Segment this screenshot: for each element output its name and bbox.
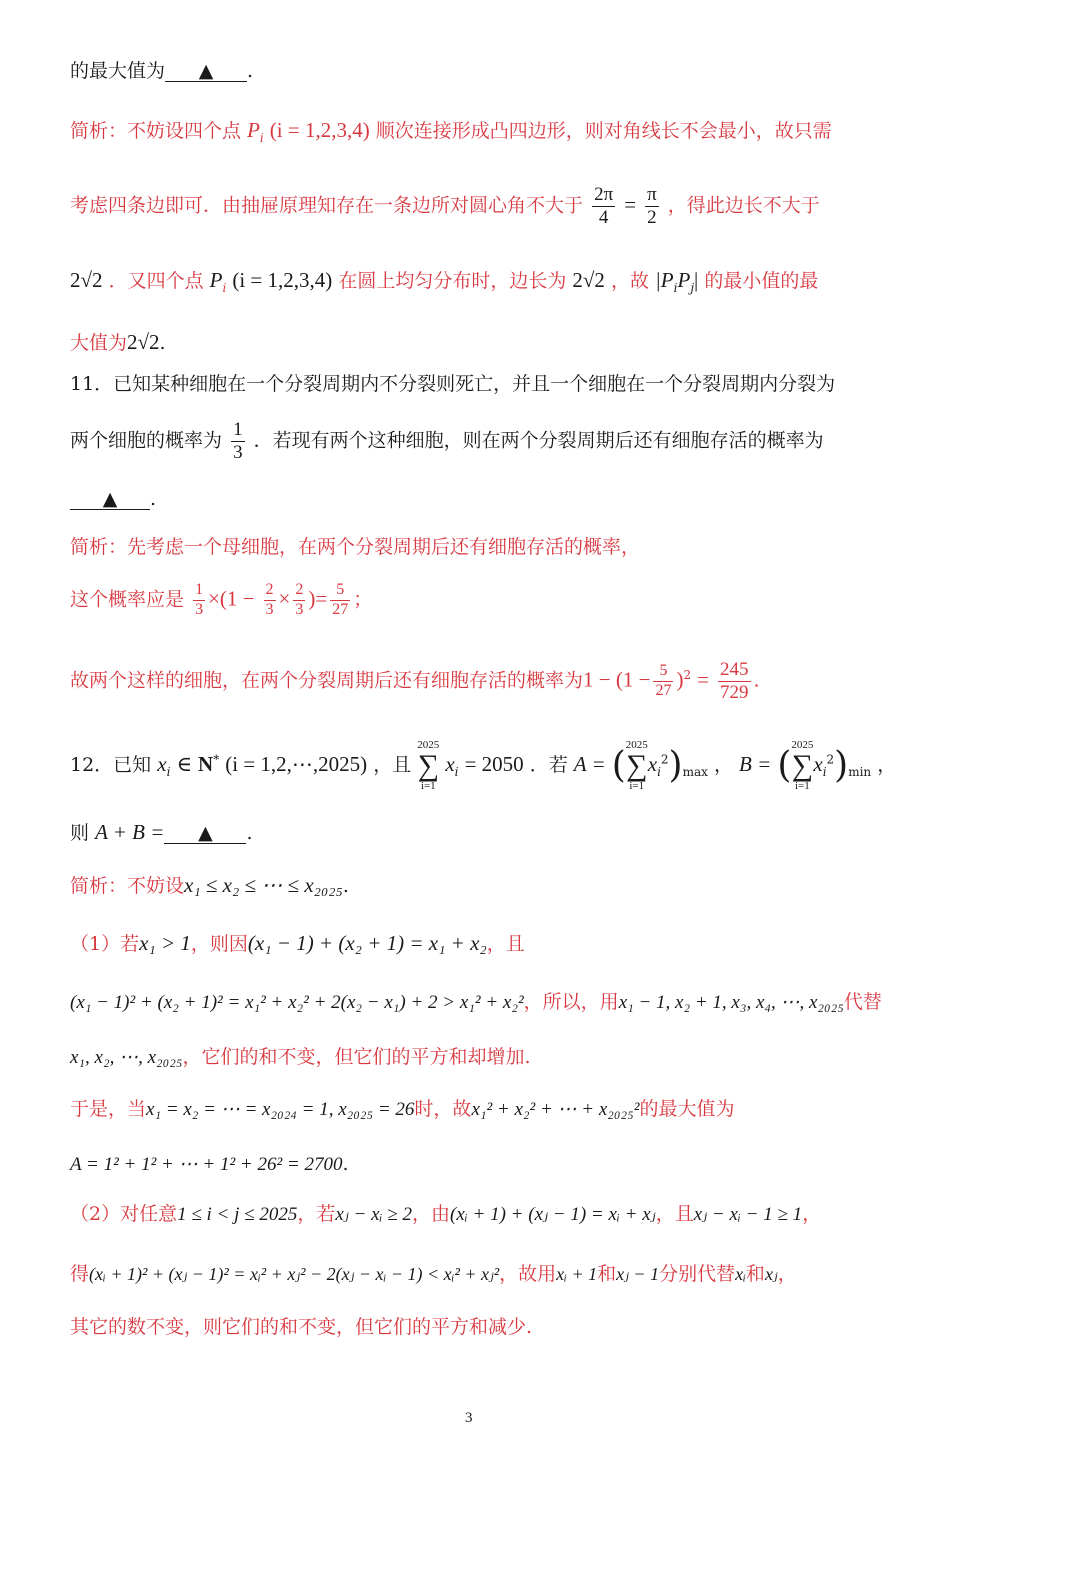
q10-solution-line-2: 考虑四条边即可．由抽屉原理知存在一条边所对圆心角不大于 $\frac{2\pi}{4}$ = $\frac{\pi}{2}$ ，得此边长不大于 — [70, 184, 820, 228]
answer-blank: ▲ — [70, 490, 150, 510]
page-number: 3 — [465, 1410, 473, 1426]
line-max-value: 的最大值为 ▲ . — [70, 60, 254, 82]
q12-solution-line-5: 于是，当x₁ = x₂ = ⋯ = x₂₀₂₄ = 1, x₂₀₂₅ = 26时，故x₁² + x₂² + ⋯ + x₂₀₂₅²的最大值为 — [70, 1098, 735, 1120]
sum-symbol: 2025 ∑ i=1 — [791, 739, 814, 792]
q12-solution-line-4: x₁, x₂, ⋯, x₂₀₂₅，它们的和不变，但它们的平方和却增加. — [70, 1046, 531, 1068]
q10-solution-line-3: 2√2 ．又四个点 $P_i$ (i = 1,2,3,4) 在圆上均匀分布时，边长为 2√2 ，故 $|P_iP_j|$ 的最小值的最 — [70, 268, 819, 295]
q11-answer-line: ▲ . — [70, 490, 156, 510]
q11-question-line-1: 11．已知某种细胞在一个分裂周期内不分裂则死亡，并且一个细胞在一个分裂周期内分裂为 — [70, 373, 836, 395]
fraction: $\frac{\pi}{2}$ — [647, 184, 657, 228]
answer-blank: ▲ — [164, 824, 246, 844]
fraction: $\frac{2\pi}{4}$ — [594, 184, 614, 228]
q12-solution-line-6: A = 1² + 1² + ⋯ + 1² + 26² = 2700. — [70, 1153, 349, 1175]
fraction: $\frac{5}{27}$ — [332, 581, 349, 618]
fraction: $\frac{245}{729}$ — [720, 659, 749, 703]
q12-solution-line-3: (x₁ − 1)² + (x₂ + 1)² = x₁² + x₂² + 2(x₂ − x₁) + 2 > x₁² + x₂²，所以，用x₁ − 1, x₂ + 1, x₃, x₄, ⋯, x₂₀₂₅代替 — [70, 991, 882, 1013]
sum-symbol: 2025 ∑ i=1 — [625, 739, 648, 792]
fraction: $\frac{2}{3}$ — [265, 581, 274, 618]
q12-solution-line-1: 简析：不妨设x₁ ≤ x₂ ≤ ⋯ ≤ x₂₀₂₅. — [70, 873, 349, 897]
q10-solution-line-4: 大值为2√2. — [70, 330, 166, 354]
q11-question-line-2: 两个细胞的概率为 $\frac{1}{3}$ ．若现有两个这种细胞，则在两个分裂周期后还有细胞存活的概率为 — [70, 419, 824, 463]
q11-solution-line-2: 这个概率应是 $\frac{1}{3}$ ×(1 − $\frac{2}{3}$ × $\frac{2}{3}$ )= $\frac{5}{27}$ ； — [70, 581, 373, 618]
q12-solution-line-2: （1）若x₁ > 1，则因(x₁ − 1) + (x₂ + 1) = x₁ + x₂，且 — [70, 931, 525, 955]
q12-question-line-2: 则 A + B = ▲ . — [70, 820, 253, 844]
q11-solution-line-1: 简析：先考虑一个母细胞，在两个分裂周期后还有细胞存活的概率， — [70, 536, 641, 558]
fraction: $\frac{2}{3}$ — [295, 581, 304, 618]
answer-blank: ▲ — [165, 62, 247, 82]
q12-solution-line-7: （2）对任意1 ≤ i < j ≤ 2025，若xⱼ − xᵢ ≥ 2，由(xᵢ + 1) + (xⱼ − 1) = xᵢ + xⱼ，且xⱼ − xᵢ − 1 ≥ 1， — [70, 1203, 822, 1225]
q12-solution-line-9: 其它的数不变，则它们的和不变，但它们的平方和减少. — [70, 1316, 533, 1338]
fraction: $\frac{1}{3}$ — [195, 581, 204, 618]
fraction: $\frac{5}{27}$ — [655, 662, 672, 699]
q12-question-line-1: 12．已知 $x_i$ ∈ N* (i = 1,2,⋯,2025) ，且 2025 ∑ i=1 $x_i = 2050$ ．若 A = ( 2025 ∑ i=1 $x_i^2)_{max}$ ， B = ( 2025 ∑ i=1 $x_i^2)_{min}$ ， — [70, 739, 897, 792]
q12-solution-line-8: 得(xᵢ + 1)² + (xⱼ − 1)² = xᵢ² + xⱼ² − 2(xⱼ − xᵢ − 1) < xᵢ² + xⱼ²，故用xᵢ + 1和xⱼ − 1分别代替xᵢ和xⱼ， — [70, 1263, 797, 1285]
q10-solution-line-1: 简析：不妨设四个点 $P_i$ (i = 1,2,3,4) 顺次连接形成凸四边形，则对角线长不会最小，故只需 — [70, 118, 832, 145]
fraction: $\frac{1}{3}$ — [233, 419, 243, 463]
sum-symbol: 2025 ∑ i=1 — [417, 739, 440, 792]
q11-solution-line-3: 故两个这样的细胞，在两个分裂周期后还有细胞存活的概率为1 − (1 − $\frac{5}{27}$ )$^2$ = $\frac{245}{729}$ . — [70, 659, 760, 703]
